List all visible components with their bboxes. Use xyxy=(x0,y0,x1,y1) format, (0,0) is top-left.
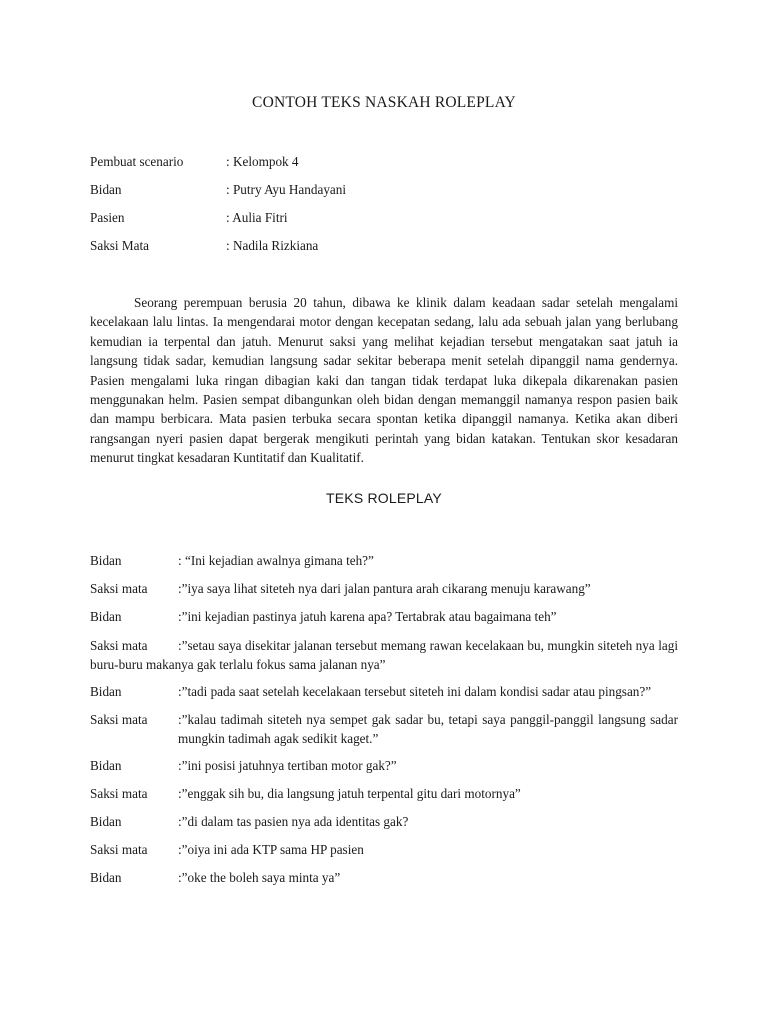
credit-row xyxy=(90,208,690,236)
dialog-line xyxy=(90,868,678,887)
dialog-text: :”enggak sih bu, dia langsung jatuh terpental gitu dari motornya” xyxy=(178,786,521,801)
section-title: TEKS ROLEPLAY xyxy=(326,490,442,506)
dialog-line xyxy=(90,636,678,674)
credit-row xyxy=(90,180,690,208)
credits-list xyxy=(90,152,690,264)
dialog-text: :”oke the boleh saya minta ya” xyxy=(178,870,341,885)
dialog-line xyxy=(90,784,678,803)
credit-role: Pembuat scenario xyxy=(90,154,184,169)
dialog-text: :”kalau tadimah siteteh nya sempet gak sadar bu, tetapi saya panggil-panggil langsung sadar mungkin tadimah agak sedikit kaget.” xyxy=(178,712,678,746)
credit-name: : Kelompok 4 xyxy=(226,154,299,169)
dialog-line xyxy=(90,579,678,598)
dialog-line xyxy=(90,812,678,831)
dialog-text: :”setau saya disekitar jalanan tersebut memang rawan kecelakaan bu, mungkin siteteh nya lagi buru-buru makanya gak terlalu fokus sama jalanan nya” xyxy=(90,638,678,672)
dialog-text: : “Ini kejadian awalnya gimana teh?” xyxy=(178,553,374,568)
speaker-name: Bidan xyxy=(90,758,122,773)
dialog-text: :”di dalam tas pasien nya ada identitas gak? xyxy=(178,814,409,829)
speaker-name: Saksi mata xyxy=(90,786,148,801)
document-title: CONTOH TEKS NASKAH ROLEPLAY xyxy=(252,94,516,111)
speaker-name: Bidan xyxy=(90,814,122,829)
dialog-text: :”ini kejadian pastinya jatuh karena apa? Tertabrak atau bagaimana teh” xyxy=(178,609,557,624)
credit-row xyxy=(90,152,690,180)
speaker-name: Saksi mata xyxy=(90,712,148,727)
speaker-name: Bidan xyxy=(90,609,122,624)
speaker-name: Bidan xyxy=(90,684,122,699)
dialog-text: :”oiya ini ada KTP sama HP pasien xyxy=(178,842,364,857)
dialog-text: :”ini posisi jatuhnya tertiban motor gak?” xyxy=(178,758,397,773)
credit-name: : Nadila Rizkiana xyxy=(226,238,319,253)
dialog-line xyxy=(90,551,678,570)
speaker-name: Saksi mata xyxy=(90,842,148,857)
speaker-name: Bidan xyxy=(90,870,122,885)
dialog-text: :”iya saya lihat siteteh nya dari jalan pantura arah cikarang menuju karawang” xyxy=(178,581,591,596)
dialog-line xyxy=(90,682,678,701)
credit-name: : Putry Ayu Handayani xyxy=(226,182,347,197)
dialog-text: :”tadi pada saat setelah kecelakaan tersebut siteteh ini dalam kondisi sadar atau pingsan?” xyxy=(178,684,652,699)
speaker-name: Saksi mata xyxy=(90,581,148,596)
dialog-line xyxy=(90,756,678,775)
credit-role: Bidan xyxy=(90,182,122,197)
dialog-line xyxy=(90,710,678,748)
speaker-name: Bidan xyxy=(90,553,122,568)
credit-role: Saksi Mata xyxy=(90,238,149,253)
dialog-line xyxy=(90,607,678,626)
scenario-paragraph: Seorang perempuan berusia 20 tahun, dibawa ke klinik dalam keadaan sadar setelah mengalami kecelakaan lalu lintas. Ia mengendarai motor dengan kecepatan sedang, lalu ada sebuah jalan yang berlubang kemudian ia terpental dan jatuh. Menurut saksi yang melihat kejadian tersebut mengatakan saat jatuh ia langsung tidak sadar, kemudian langsung sadar sekitar beberapa menit setelah dipanggil nama gendernya. Pasien mengalami luka ringan dibagian kaki dan tangan tidak terdapat luka dikepala dikarenakan pasien menggunakan helm. Pasien sempat dibangunkan oleh bidan dengan memanggil namanya respon pasien baik dan mampu berbicara. Mata pasien terbuka secara spontan ketika dipanggil namanya. Ketika akan diberi rangsangan nyeri pasien dapat bergerak mengikuti perintah yang bidan katakan. Tentukan skor kesadaran menurut tingkat kesadaran Kuntitatif dan Kualitatif. xyxy=(90,295,678,466)
credit-name: : Aulia Fitri xyxy=(226,210,288,225)
credit-row xyxy=(90,236,690,264)
speaker-name: Saksi mata xyxy=(90,638,148,653)
dialog-line xyxy=(90,840,678,859)
credit-role: Pasien xyxy=(90,210,125,225)
